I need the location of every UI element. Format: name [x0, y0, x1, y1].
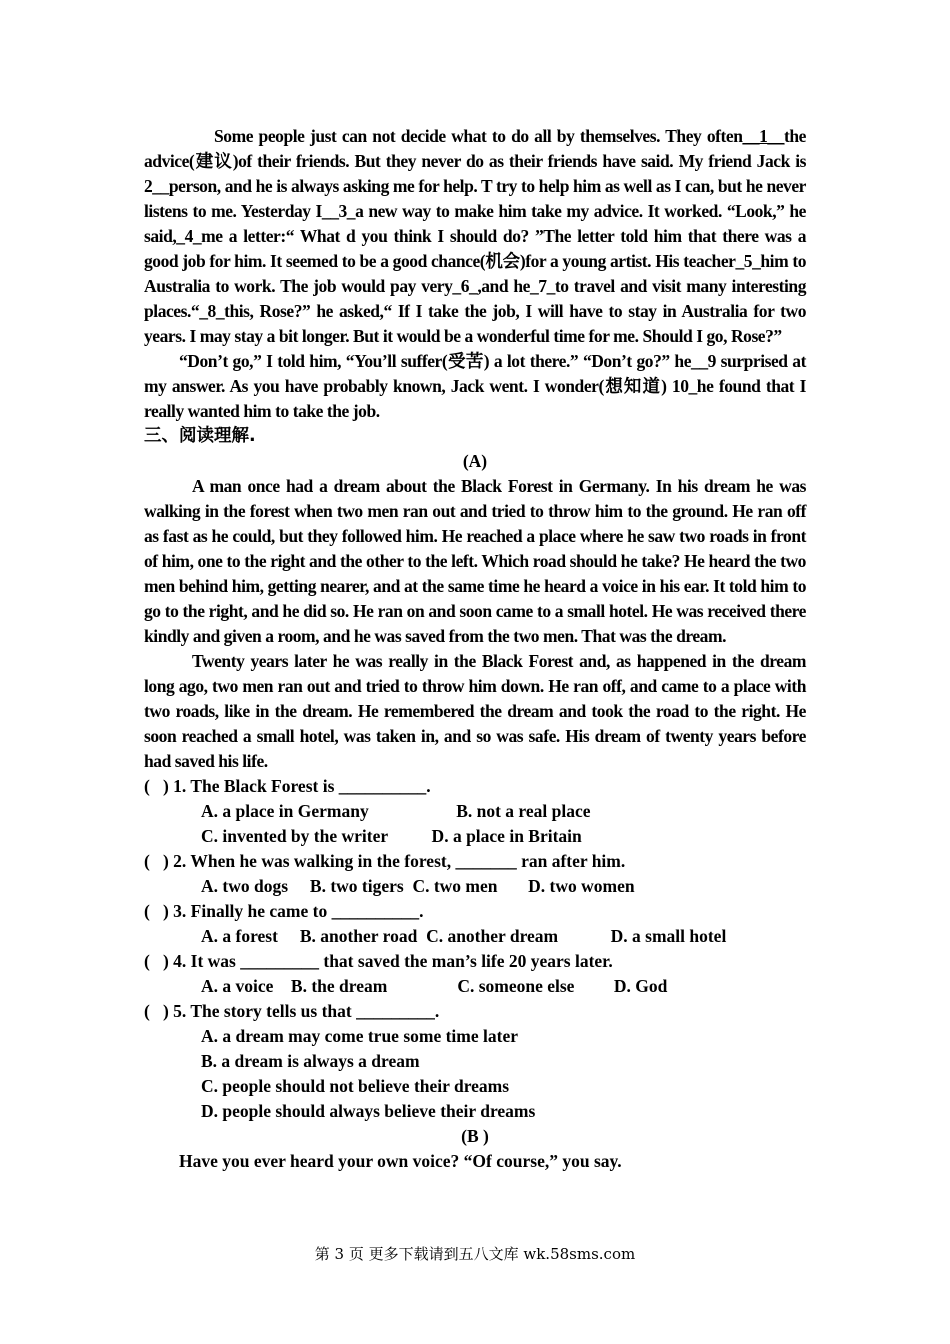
question-5-option-d: D. people should always believe their dreams: [201, 1101, 536, 1121]
question-5-option-c: C. people should not believe their dreams: [201, 1076, 510, 1096]
passage-a-paragraph-1: A man once had a dream about the Black Forest in Germany. In his dream he was walking in the forest when two men ran out and tried to throw him to the ground. He ran off as fast as he could, but they followed him. He reached a place where he saw two roads in front of him, one to the right and the other to the left. Which road should he take? He heard the two men behind him, getting nearer, and at the same time he heard a voice in his ear. It told him to go to the right, and he did so. He ran on and soon came to a small hotel. He was received there kindly and given a room, and he was saved from the two men. That was the dream.: [144, 476, 806, 646]
cloze-paragraph-1: [144, 124, 806, 349]
question-3-options: A. a forest B. another road C. another dream D. a small hotel: [201, 926, 727, 946]
question-2: ( ) 2. When he was walking in the forest, _______ ran after him.: [144, 851, 626, 871]
passage-a-paragraph-2: Twenty years later he was really in the Black Forest and, as happened in the dream long ago, two men ran out and tried to throw him down. He ran off, and came to a place with two roads, like in the dream. He remembered the dream and took the road to the right. He soon reached a small hotel, was taken in, and so was safe. His dream of twenty years before had saved his life.: [144, 651, 806, 771]
question-1: ( ) 1. The Black Forest is __________.: [144, 776, 431, 796]
section-heading: 三、阅读理解.: [144, 426, 256, 446]
cloze-text-rest: the advice(建议)of their friends. But they never do as their friends have said. My friend Jack is 2__person, and he is always asking me for help. T try to help him as well as I can, but he never listens to me. Yesterday I__3_a new way to make him take my advice. It worked. “Look,” he said,_4_me a letter:“ What d you think I should do? ”The letter told him that there was a good job for him. It seemed to be a good chance(机会)for a young artist. His teacher_5_him to Australia to work. The job would pay very_6_,and he_7_to travel and visit many interesting places.“_8_this, Rose?” he asked,“ If I take the job, I will have to stay in Australia for two years. I may stay a bit longer. But it would be a wonderful time for me. Should I go, Rose?”: [144, 126, 806, 346]
question-4-options: A. a voice B. the dream C. someone else D. God: [201, 976, 668, 996]
question-5-option-b: B. a dream is always a dream: [201, 1051, 420, 1071]
question-4: ( ) 4. It was _________ that saved the man’s life 20 years later.: [144, 951, 613, 971]
question-5: ( ) 5. The story tells us that _________.: [144, 1001, 440, 1021]
document-page: [144, 124, 806, 1174]
question-3: ( ) 3. Finally he came to __________.: [144, 901, 424, 921]
question-5-option-a: A. a dream may come true some time later: [201, 1026, 518, 1046]
question-1-options-row-2: C. invented by the writer D. a place in Britain: [201, 826, 582, 846]
question-2-options: A. two dogs B. two tigers C. two men D. two women: [201, 876, 635, 896]
page-footer: 第 3 页 更多下载请到五八文库 wk.58sms.com: [314, 1245, 636, 1263]
part-b-label: (B ): [461, 1126, 489, 1146]
part-a-label: (A): [462, 451, 488, 471]
question-1-options-row-1: A. a place in Germany B. not a real place: [201, 801, 591, 821]
blank-1: __1__: [742, 126, 785, 146]
passage-b-first-line: Have you ever heard your own voice? “Of course,” you say.: [179, 1151, 622, 1171]
question-list: [144, 774, 806, 1124]
cloze-paragraph-2: “Don’t go,” I told him, “You’ll suffer(受苦) a lot there.” “Don’t go?” he__9 surprised at my answer. As you have probably known, Jack went. I wonder(想知道) 10_he found that I really wanted him to take the job.: [144, 351, 806, 421]
cloze-text-start: Some people just can not decide what to do all by themselves. They often: [214, 126, 743, 146]
